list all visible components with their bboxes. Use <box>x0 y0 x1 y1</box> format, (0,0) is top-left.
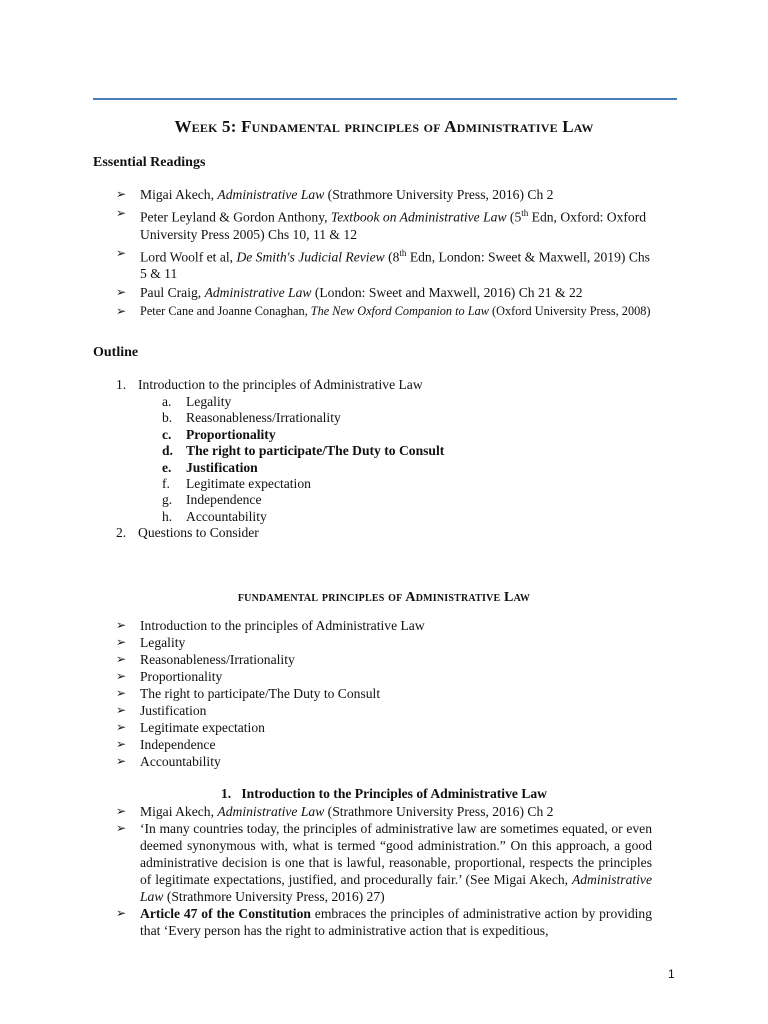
reading-item: ➢ Lord Woolf et al, De Smith's Judicial Review (8th Edn, London: Sweet & Maxwell, 2019) Chs 5 & 11 <box>116 245 650 282</box>
arrow-bullet-icon: ➢ <box>116 187 127 201</box>
essential-readings-heading: Essential Readings <box>93 155 206 170</box>
arrow-bullet-icon: ➢ <box>116 754 127 768</box>
arrow-bullet-icon: ➢ <box>116 245 127 260</box>
principle-item: ➢ The right to participate/The Duty to Consult <box>116 686 381 701</box>
readings-list <box>116 186 656 322</box>
reading-item: ➢ Migai Akech, Administrative Law (Strathmore University Press, 2016) Ch 2 <box>116 187 554 202</box>
arrow-bullet-icon: ➢ <box>116 686 127 700</box>
arrow-bullet-icon: ➢ <box>116 652 127 666</box>
principle-item: ➢ Legality <box>116 635 186 650</box>
reading-item: ➢ Paul Craig, Administrative Law (London: Sweet and Maxwell, 2016) Ch 21 & 22 <box>116 285 583 301</box>
arrow-bullet-icon: ➢ <box>116 906 127 920</box>
arrow-bullet-icon: ➢ <box>116 737 127 751</box>
reading-item: ➢ Peter Leyland & Gordon Anthony, Textbook on Administrative Law (5th Edn, Oxford: Oxford University Press 2005) Chs 10, 11 & 12 <box>116 206 647 242</box>
arrow-bullet-icon: ➢ <box>116 669 127 683</box>
page-number: 1 <box>668 967 675 981</box>
outline-subitem: a. Legality <box>162 394 232 409</box>
principle-item: ➢ Legitimate expectation <box>116 720 265 735</box>
principle-item: ➢ Justification <box>116 703 207 718</box>
principle-item: ➢ Accountability <box>116 754 221 769</box>
outline-subitem: e. Justification <box>162 459 258 475</box>
outline-heading: Outline <box>93 345 139 360</box>
arrow-bullet-icon: ➢ <box>116 720 127 734</box>
outline-subitem: d. The right to participate/The Duty to Consult <box>162 443 445 459</box>
intro-quote-item: ➢ ‘In many countries today, the principles of administrative law are sometimes equated, or even deemed synonymous with, what is termed “good administration.” On this approach, a good administrative decision is one that is lawful, reasonable, proportional, respects the principles of legitimate expectations, justified, and procedurally fair.’ (See Migai Akech, Administrative Law (Strathmore University Press, 2016) 27) <box>116 821 652 904</box>
outline-subitem: b. Reasonableness/Irrationality <box>162 410 341 426</box>
outline-subitem: c. Proportionality <box>162 426 276 442</box>
reading-item: ➢ Peter Cane and Joanne Conaghan, The New Oxford Companion to Law (Oxford University Press, 2008) <box>116 304 651 319</box>
arrow-bullet-icon: ➢ <box>116 635 127 649</box>
section-title: fundamental principles of Administrative Law <box>237 590 531 605</box>
outline-subitem: h. Accountability <box>162 508 267 524</box>
intro-article-item: ➢ Article 47 of the Constitution embraces the principles of administrative action by providing that ‘Every person has the right to administrative action that is expeditious, <box>116 906 652 938</box>
principles-list <box>116 617 656 770</box>
arrow-bullet-icon: ➢ <box>116 821 127 835</box>
page-title: Week 5: Fundamental principles of Administrative Law <box>174 117 594 136</box>
intro-item: ➢ Migai Akech, Administrative Law (Strathmore University Press, 2016) Ch 2 <box>116 804 554 819</box>
principle-item: ➢ Proportionality <box>116 669 223 684</box>
outline-subitem: g. Independence <box>162 492 262 508</box>
outline-item-1: 1. Introduction to the principles of Administrative Law <box>116 377 423 392</box>
principle-item: ➢ Introduction to the principles of Administrative Law <box>116 618 425 633</box>
arrow-bullet-icon: ➢ <box>116 618 127 632</box>
intro-list <box>116 803 652 939</box>
intro-heading: 1. Introduction to the Principles of Administrative Law <box>220 786 547 801</box>
header-rule <box>93 98 677 100</box>
arrow-bullet-icon: ➢ <box>116 285 127 300</box>
arrow-bullet-icon: ➢ <box>116 703 127 717</box>
outline-item-2: 2. Questions to Consider <box>116 525 259 540</box>
principle-item: ➢ Independence <box>116 737 216 752</box>
outline-subitem: f. Legitimate expectation <box>162 476 311 492</box>
outline-sublist <box>162 394 444 525</box>
arrow-bullet-icon: ➢ <box>116 304 127 319</box>
arrow-bullet-icon: ➢ <box>116 804 127 818</box>
arrow-bullet-icon: ➢ <box>116 206 127 220</box>
principle-item: ➢ Reasonableness/Irrationality <box>116 652 295 667</box>
